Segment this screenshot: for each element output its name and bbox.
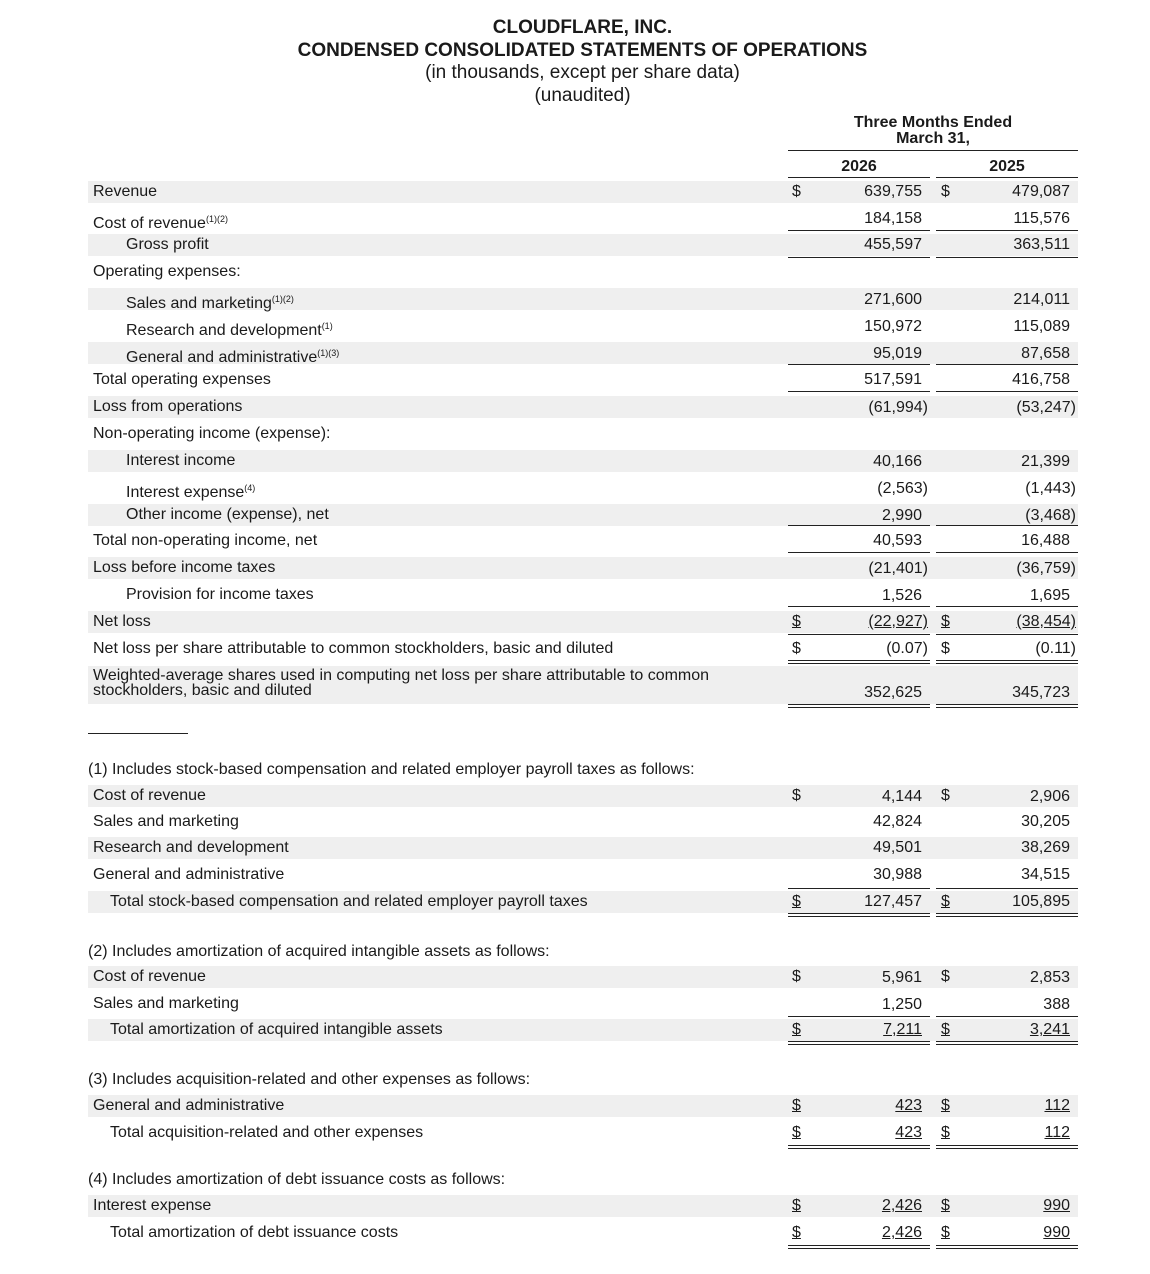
row-label: Revenue bbox=[93, 183, 158, 200]
footnote-ref: (4) bbox=[244, 483, 256, 493]
row-label: Interest expense bbox=[93, 1197, 212, 1214]
subtotal-rule bbox=[936, 552, 1078, 553]
dollar-sign: $ bbox=[941, 1197, 950, 1214]
total-rule bbox=[788, 660, 930, 661]
value-2025: 479,087 bbox=[1012, 183, 1070, 200]
value-2026: 95,019 bbox=[873, 345, 922, 362]
dollar-sign: $ bbox=[941, 787, 950, 804]
dollar-sign: $ bbox=[792, 613, 801, 630]
value-2026: 1,250 bbox=[881, 996, 922, 1013]
total-rule bbox=[936, 1245, 1078, 1246]
footnote-2-intro: (2) Includes amortization of acquired intangible assets as follows: bbox=[88, 943, 550, 960]
value-2025: (53,247) bbox=[1016, 399, 1076, 416]
total-rule bbox=[788, 707, 930, 708]
table-row bbox=[88, 530, 1078, 552]
table-row bbox=[88, 450, 1078, 472]
dollar-sign: $ bbox=[792, 183, 801, 200]
section-label: Operating expenses: bbox=[93, 263, 241, 280]
row-label: Total amortization of debt issuance costs bbox=[110, 1224, 399, 1241]
table-row bbox=[88, 993, 1078, 1015]
table-row bbox=[88, 864, 1078, 886]
value-2026: 40,166 bbox=[873, 453, 922, 470]
dollar-sign: $ bbox=[941, 1021, 950, 1038]
row-label: General and administrative bbox=[93, 1097, 285, 1114]
row-label bbox=[126, 288, 294, 315]
dollar-sign: $ bbox=[792, 1124, 801, 1141]
total-rule bbox=[788, 913, 930, 914]
value-2025: (36,759) bbox=[1016, 560, 1076, 577]
total-rule bbox=[936, 660, 1078, 661]
value-2025: 21,399 bbox=[1021, 453, 1070, 470]
table-row bbox=[88, 315, 1078, 337]
table-row bbox=[88, 261, 1078, 283]
value-2026: 30,988 bbox=[873, 866, 922, 883]
footnote-3-intro: (3) Includes acquisition-related and other expenses as follows: bbox=[88, 1071, 531, 1088]
table-row bbox=[88, 1195, 1078, 1217]
dollar-sign: $ bbox=[941, 893, 950, 910]
row-label: Cost of revenue bbox=[93, 787, 206, 804]
value-2026: 4,144 bbox=[881, 788, 922, 805]
value-2026: 40,593 bbox=[873, 532, 922, 549]
value-2026: 639,755 bbox=[864, 183, 922, 200]
value-2026: 150,972 bbox=[864, 318, 922, 335]
dollar-sign: $ bbox=[941, 640, 950, 657]
table-row bbox=[88, 966, 1078, 988]
value-2026: 184,158 bbox=[864, 210, 922, 227]
row-label bbox=[93, 208, 228, 235]
value-2025: 30,205 bbox=[1021, 813, 1070, 830]
row-label bbox=[126, 315, 333, 342]
subtotal-rule bbox=[936, 257, 1078, 258]
row-label: Other income (expense), net bbox=[126, 506, 329, 523]
total-rule bbox=[936, 1145, 1078, 1146]
value-2026: 455,597 bbox=[864, 236, 922, 253]
value-2026: 2,426 bbox=[881, 1224, 922, 1241]
value-2025: 416,758 bbox=[1012, 371, 1070, 388]
row-label-text: Research and development bbox=[126, 322, 322, 339]
table-row bbox=[88, 811, 1078, 833]
table-row bbox=[88, 234, 1078, 256]
value-2026: (61,994) bbox=[868, 399, 928, 416]
company-name: CLOUDFLARE, INC. bbox=[492, 17, 673, 38]
row-label: Total operating expenses bbox=[93, 371, 271, 388]
row-label-text: Cost of revenue bbox=[93, 215, 206, 232]
value-2025: 214,011 bbox=[1013, 291, 1070, 308]
total-rule bbox=[788, 1044, 930, 1045]
dollar-sign: $ bbox=[941, 1224, 950, 1241]
value-2025: 112 bbox=[1044, 1124, 1070, 1141]
table-row bbox=[88, 891, 1078, 913]
total-rule bbox=[788, 1245, 930, 1246]
subtotal-rule bbox=[788, 606, 930, 607]
total-rule bbox=[936, 1248, 1078, 1249]
total-rule bbox=[936, 1148, 1078, 1149]
row-label bbox=[93, 668, 709, 698]
dollar-sign: $ bbox=[792, 1224, 801, 1241]
table-row bbox=[88, 423, 1078, 445]
dollar-sign: $ bbox=[941, 1124, 950, 1141]
row-label: Loss before income taxes bbox=[93, 559, 276, 576]
dollar-sign: $ bbox=[792, 968, 801, 985]
value-2025: 16,488 bbox=[1021, 532, 1070, 549]
value-2026: 127,457 bbox=[864, 893, 922, 910]
total-rule bbox=[936, 913, 1078, 914]
row-label bbox=[126, 342, 339, 369]
subtotal-rule bbox=[936, 1016, 1078, 1017]
table-row bbox=[88, 504, 1078, 526]
value-2026: 2,426 bbox=[881, 1197, 922, 1214]
value-2025: 345,723 bbox=[1012, 684, 1070, 701]
value-2025: 105,895 bbox=[1012, 893, 1070, 910]
row-label: Total amortization of acquired intangible assets bbox=[110, 1021, 443, 1038]
subtotal-rule bbox=[936, 364, 1078, 365]
year-rule-1 bbox=[788, 177, 930, 178]
subtotal-rule bbox=[788, 525, 930, 526]
period-line-1: Three Months Ended bbox=[853, 114, 1013, 131]
row-label-line-1: Weighted-average shares used in computing net loss per share attributable to common bbox=[93, 667, 710, 684]
row-label: Provision for income taxes bbox=[126, 586, 314, 603]
footnote-ref: (1)(3) bbox=[317, 348, 340, 358]
table-row bbox=[88, 785, 1078, 807]
table-row bbox=[88, 1222, 1078, 1244]
row-label: Research and development bbox=[93, 839, 289, 856]
table-row bbox=[88, 557, 1078, 579]
value-2025: 363,511 bbox=[1013, 236, 1070, 253]
value-2026: (2,563) bbox=[877, 480, 928, 497]
dollar-sign: $ bbox=[941, 183, 950, 200]
table-row bbox=[88, 396, 1078, 418]
total-rule bbox=[936, 1044, 1078, 1045]
table-row bbox=[88, 1019, 1078, 1041]
total-rule bbox=[788, 916, 930, 917]
value-2025: 115,576 bbox=[1013, 210, 1070, 227]
row-label: Loss from operations bbox=[93, 398, 243, 415]
value-2025: 3,241 bbox=[1029, 1021, 1070, 1038]
table-row bbox=[88, 181, 1078, 203]
section-label: Non-operating income (expense): bbox=[93, 425, 331, 442]
subtotal-rule bbox=[788, 552, 930, 553]
subtotal-rule bbox=[936, 525, 1078, 526]
year-2025-header: 2025 bbox=[989, 158, 1025, 175]
dollar-sign: $ bbox=[941, 613, 950, 630]
total-rule bbox=[788, 1148, 930, 1149]
table-row bbox=[88, 369, 1078, 391]
total-rule bbox=[936, 704, 1078, 705]
table-row bbox=[88, 477, 1078, 499]
value-2025: 115,089 bbox=[1013, 318, 1070, 335]
units-note: (in thousands, except per share data) bbox=[425, 62, 740, 83]
subtotal-rule bbox=[936, 391, 1078, 392]
footnote-4-intro: (4) Includes amortization of debt issuance costs as follows: bbox=[88, 1171, 506, 1188]
value-2026: 2,990 bbox=[881, 507, 922, 524]
row-label-text: Sales and marketing bbox=[126, 295, 272, 312]
total-rule bbox=[788, 1145, 930, 1146]
table-row bbox=[88, 584, 1078, 606]
period-line-2: March 31, bbox=[896, 130, 970, 147]
value-2025: (0.11) bbox=[1035, 640, 1076, 657]
value-2026: 1,526 bbox=[881, 587, 922, 604]
value-2025: (1,443) bbox=[1025, 480, 1076, 497]
value-2026: 271,600 bbox=[864, 291, 922, 308]
table-row bbox=[88, 837, 1078, 859]
subtotal-rule bbox=[788, 364, 930, 365]
row-label: Sales and marketing bbox=[93, 813, 239, 830]
row-label: Gross profit bbox=[126, 236, 209, 253]
value-2025: 990 bbox=[1043, 1224, 1070, 1241]
total-rule bbox=[936, 707, 1078, 708]
subtotal-rule bbox=[936, 888, 1078, 889]
value-2025: 2,853 bbox=[1029, 969, 1070, 986]
value-2025: (3,468) bbox=[1025, 507, 1076, 524]
value-2026: 423 bbox=[895, 1124, 922, 1141]
subtotal-rule bbox=[788, 257, 930, 258]
total-rule bbox=[936, 634, 1078, 635]
audit-note: (unaudited) bbox=[534, 85, 631, 106]
period-rule bbox=[788, 150, 1078, 151]
row-label-line-2: stockholders, basic and diluted bbox=[93, 682, 312, 699]
total-rule bbox=[788, 634, 930, 635]
row-label: Sales and marketing bbox=[93, 995, 239, 1012]
value-2026: 49,501 bbox=[873, 839, 922, 856]
value-2026: 7,211 bbox=[883, 1021, 922, 1038]
subtotal-rule bbox=[788, 230, 930, 231]
table-row bbox=[88, 611, 1078, 633]
value-2026: 517,591 bbox=[864, 371, 922, 388]
total-rule bbox=[936, 663, 1078, 664]
value-2026: (21,401) bbox=[868, 560, 928, 577]
subtotal-rule bbox=[788, 888, 930, 889]
dollar-sign: $ bbox=[792, 893, 801, 910]
value-2025: (38,454) bbox=[1016, 613, 1076, 630]
value-2026: 5,961 bbox=[881, 969, 922, 986]
row-label: Total non-operating income, net bbox=[93, 532, 318, 549]
table-row bbox=[88, 342, 1078, 364]
table-row bbox=[88, 208, 1078, 230]
total-rule bbox=[936, 1041, 1078, 1042]
value-2026: (22,927) bbox=[868, 613, 928, 630]
footnote-ref: (1)(2) bbox=[205, 214, 228, 224]
table-row bbox=[88, 288, 1078, 310]
dollar-sign: $ bbox=[792, 1021, 801, 1038]
total-rule bbox=[788, 704, 930, 705]
value-2025: 388 bbox=[1043, 996, 1070, 1013]
dollar-sign: $ bbox=[792, 640, 801, 657]
year-2026-header: 2026 bbox=[841, 158, 877, 175]
subtotal-rule bbox=[788, 391, 930, 392]
value-2025: 1,695 bbox=[1029, 587, 1070, 604]
total-rule bbox=[788, 1248, 930, 1249]
row-label: Net loss per share attributable to common stockholders, basic and diluted bbox=[93, 640, 614, 657]
row-label: Interest income bbox=[126, 452, 236, 469]
value-2025: 112 bbox=[1044, 1097, 1070, 1114]
footnote-1-intro: (1) Includes stock-based compensation and related employer payroll taxes as follows: bbox=[88, 761, 695, 778]
value-2025: 2,906 bbox=[1029, 788, 1070, 805]
table-row bbox=[88, 666, 1078, 704]
table-row bbox=[88, 638, 1078, 660]
period-header bbox=[788, 115, 1078, 147]
total-rule bbox=[788, 1041, 930, 1042]
value-2026: 42,824 bbox=[873, 813, 922, 830]
row-label: Cost of revenue bbox=[93, 968, 206, 985]
row-label: General and administrative bbox=[93, 866, 285, 883]
row-label bbox=[126, 477, 255, 504]
dollar-sign: $ bbox=[792, 787, 801, 804]
table-row bbox=[88, 1095, 1078, 1117]
dollar-sign: $ bbox=[792, 1097, 801, 1114]
year-rule-2 bbox=[936, 177, 1078, 178]
value-2026: 423 bbox=[895, 1097, 922, 1114]
footnote-separator bbox=[88, 733, 188, 734]
value-2026: (0.07) bbox=[886, 640, 928, 657]
value-2025: 990 bbox=[1043, 1197, 1070, 1214]
dollar-sign: $ bbox=[941, 968, 950, 985]
dollar-sign: $ bbox=[941, 1097, 950, 1114]
row-label: Net loss bbox=[93, 613, 151, 630]
footnote-ref: (1)(2) bbox=[271, 294, 294, 304]
value-2025: 87,658 bbox=[1021, 345, 1070, 362]
row-label: Total stock-based compensation and related employer payroll taxes bbox=[110, 893, 588, 910]
subtotal-rule bbox=[788, 1016, 930, 1017]
subtotal-rule bbox=[936, 606, 1078, 607]
row-label-text: General and administrative bbox=[126, 349, 318, 366]
table-row bbox=[88, 1122, 1078, 1144]
dollar-sign: $ bbox=[792, 1197, 801, 1214]
statement-title: CONDENSED CONSOLIDATED STATEMENTS OF OPERATIONS bbox=[297, 40, 868, 61]
footnote-ref: (1) bbox=[321, 321, 333, 331]
total-rule bbox=[936, 916, 1078, 917]
total-rule bbox=[788, 663, 930, 664]
value-2026: 352,625 bbox=[864, 684, 922, 701]
value-2025: 38,269 bbox=[1021, 839, 1070, 856]
value-2025: 34,515 bbox=[1021, 866, 1070, 883]
row-label: Total acquisition-related and other expenses bbox=[110, 1124, 424, 1141]
row-label-text: Interest expense bbox=[126, 484, 245, 501]
subtotal-rule bbox=[936, 230, 1078, 231]
